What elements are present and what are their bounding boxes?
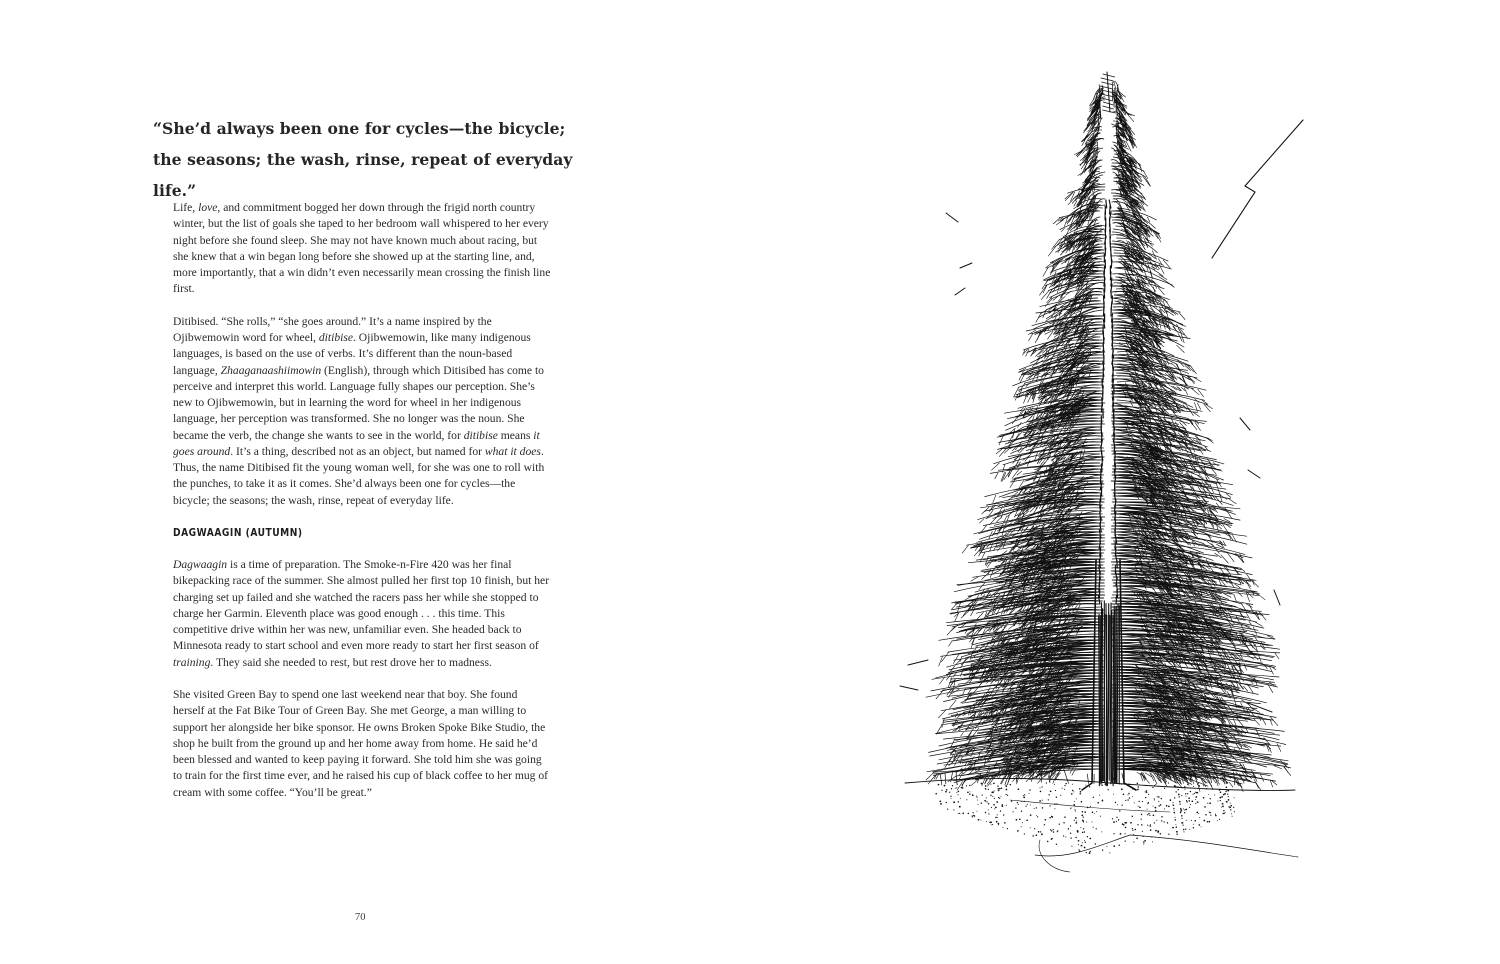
section-heading: DAGWAAGIN (AUTUMN) [173,527,303,539]
text-run: . They said she needed to rest, but rest drove her to madness. [210,655,492,669]
text-run: Ditibised. “She rolls,” “she goes around.” It’s a name inspired by the Ojibwemowin word for wheel, [173,314,492,344]
italic-text: Dagwaagin [173,558,228,571]
text-run: She visited Green Bay to spend one last weekend near that boy. She found herself at the Fat Bike Tour of Green Bay. She met George, a man willing to support her alongside her bike sponsor. He owns Broken Spoke Bike Studio, the shop he built from the ground up and her home away from home. He said he’d been blessed and wanted to keep paying it forward. She told him she was going to train for the first time ever, and he raised his cup of black coffee to her mug of cream with some coffee. “You’ll be great.” [173,688,549,799]
paragraph-life-love [173,200,551,298]
italic-text: training [173,655,211,669]
italic-text: love [198,201,218,214]
right-page [750,0,1500,964]
paragraph-ditibised [173,314,551,509]
italic-text: Zhaaganaashiimowin [220,363,322,377]
text-run: . It’s a thing, described not as an object, but named for [230,444,485,458]
text-run: . Ojibwemowin, like many indigenous languages, is based on the use of verbs. It’s different than the noun-based language, [173,331,531,377]
italic-text: what it does [484,444,541,458]
paragraph-dagwaagin [173,557,551,671]
italic-text: ditibise [318,331,353,344]
text-run: means [497,428,534,442]
body-text [173,200,551,817]
pull-quote: “She’d always been one for cycles—the bicycle; the seasons; the wash, rinse, repeat of everyday life.” [153,119,573,200]
text-run: . Thus, the name Ditibised fit the young woman well, for she was one to roll with the punches, to take it as it comes. She’d always been one for cycles—the bicycle; the seasons; the wash, rinse, repeat of everyday life. [173,444,545,507]
pine-tree-icon [750,0,1500,964]
text-run: is a time of preparation. The Smoke-n-Fire 420 was her final bikepacking race of the summer. She almost pulled her first top 10 finish, but her charging set up failed and she watched the racers pass her while she stopped to charge her Garmin. Eleventh place was good enough . . . this time. This competitive drive within her was new, unfamiliar even. She headed back to Minnesota ready to start school and even more ready to start her first season of [173,558,550,653]
text-run: , and commitment bogged her down through the frigid north country winter, but the list of goals she taped to her bedroom wall whispered to her every night before she found sleep. She may not have known much about racing, but she knew that a win began long before she showed up at the starting line, and, more importantly, that a win didn’t even necessarily mean crossing the finish line first. [173,201,551,296]
italic-text: ditibise [463,428,498,442]
page-number: 70 [355,912,366,923]
paragraph-green-bay [173,687,551,801]
text-run: (English), through which Ditisibed has come to perceive and interpret this world. Language fully shapes our perception. She’s new to Ojibwemowin, but in learning the word for wheel in her indigenous language, her perception was transformed. She no longer was the noun. She became the verb, the change she wants to see in the world, for [173,363,544,442]
text-run: Life, [173,201,199,214]
italic-text: it goes around [173,428,540,458]
